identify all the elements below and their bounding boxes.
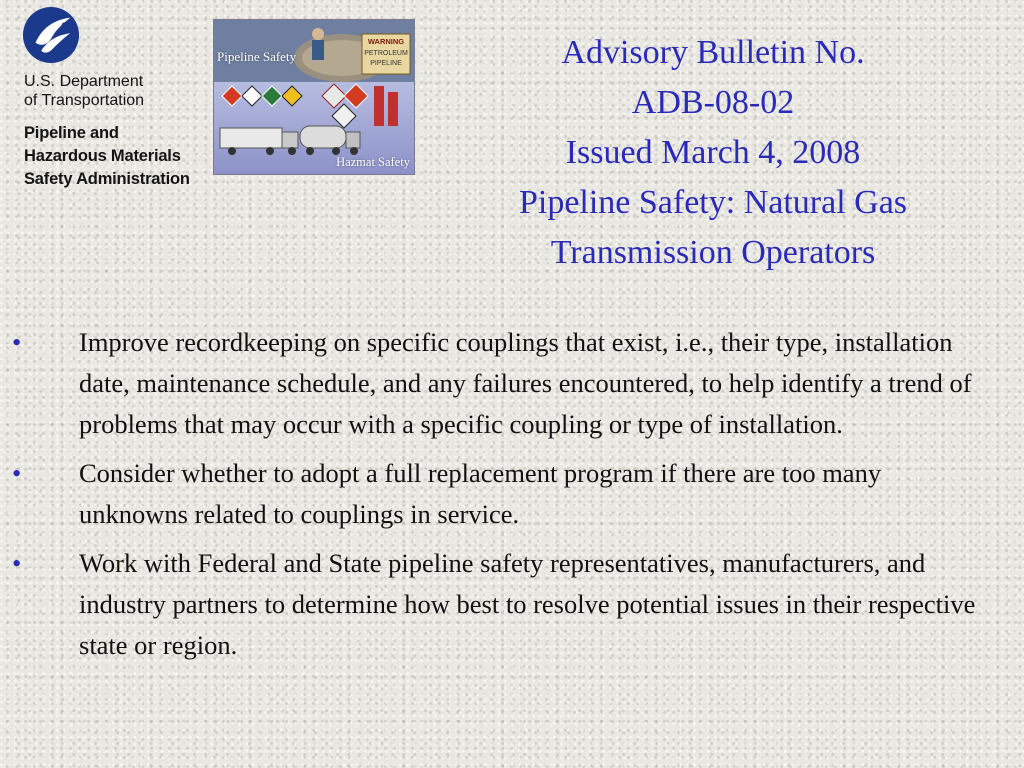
department-line: of Transportation	[24, 92, 145, 109]
title-line: Pipeline Safety: Natural Gas	[518, 184, 908, 221]
title-line: Transmission Operators	[550, 234, 876, 271]
title-line: Issued March 4, 2008	[565, 134, 861, 171]
administration-line: Hazardous Materials	[24, 147, 181, 165]
department-line: U.S. Department	[24, 73, 144, 90]
bullet-text: Improve recordkeeping on specific couplings that exist, i.e., their type, installation date, maintenance schedule, and any failures encountered, to help identify a trend of problems that may occur with a specific coupling or type of installation.	[79, 327, 972, 439]
bullet-text: Work with Federal and State pipeline safety representatives, manufacturers, and industry partners to determine how best to resolve potential issues in their respective state or region.	[79, 548, 976, 660]
hazmat-safety-label: Hazmat Safety	[336, 155, 410, 169]
bullet-item	[12, 453, 987, 535]
sign-line: PETROLEUM	[364, 50, 408, 57]
bullet-list	[12, 322, 987, 674]
sign-line: PIPELINE	[370, 60, 402, 67]
bullet-marker: •	[12, 458, 22, 488]
administration-line: Pipeline and	[24, 124, 119, 142]
administration-line: Safety Administration	[24, 170, 190, 188]
bullet-item	[12, 322, 987, 445]
sign-line: WARNING	[367, 37, 405, 46]
phmsa-logo	[20, 6, 220, 196]
title-line: Advisory Bulletin No.	[561, 34, 865, 71]
safety-photo-collage	[213, 19, 415, 175]
title-line: ADB-08-02	[631, 84, 795, 121]
bullet-item	[12, 543, 987, 666]
agency-name	[24, 72, 190, 191]
bullet-text: Consider whether to adopt a full replacement program if there are too many unknowns related to couplings in service.	[79, 458, 882, 529]
dot-eagle-logo-icon	[22, 6, 80, 64]
slide-title	[440, 28, 986, 278]
pipeline-safety-label: Pipeline Safety	[217, 49, 297, 64]
bullet-marker: •	[12, 548, 22, 578]
bullet-marker: •	[12, 327, 22, 357]
